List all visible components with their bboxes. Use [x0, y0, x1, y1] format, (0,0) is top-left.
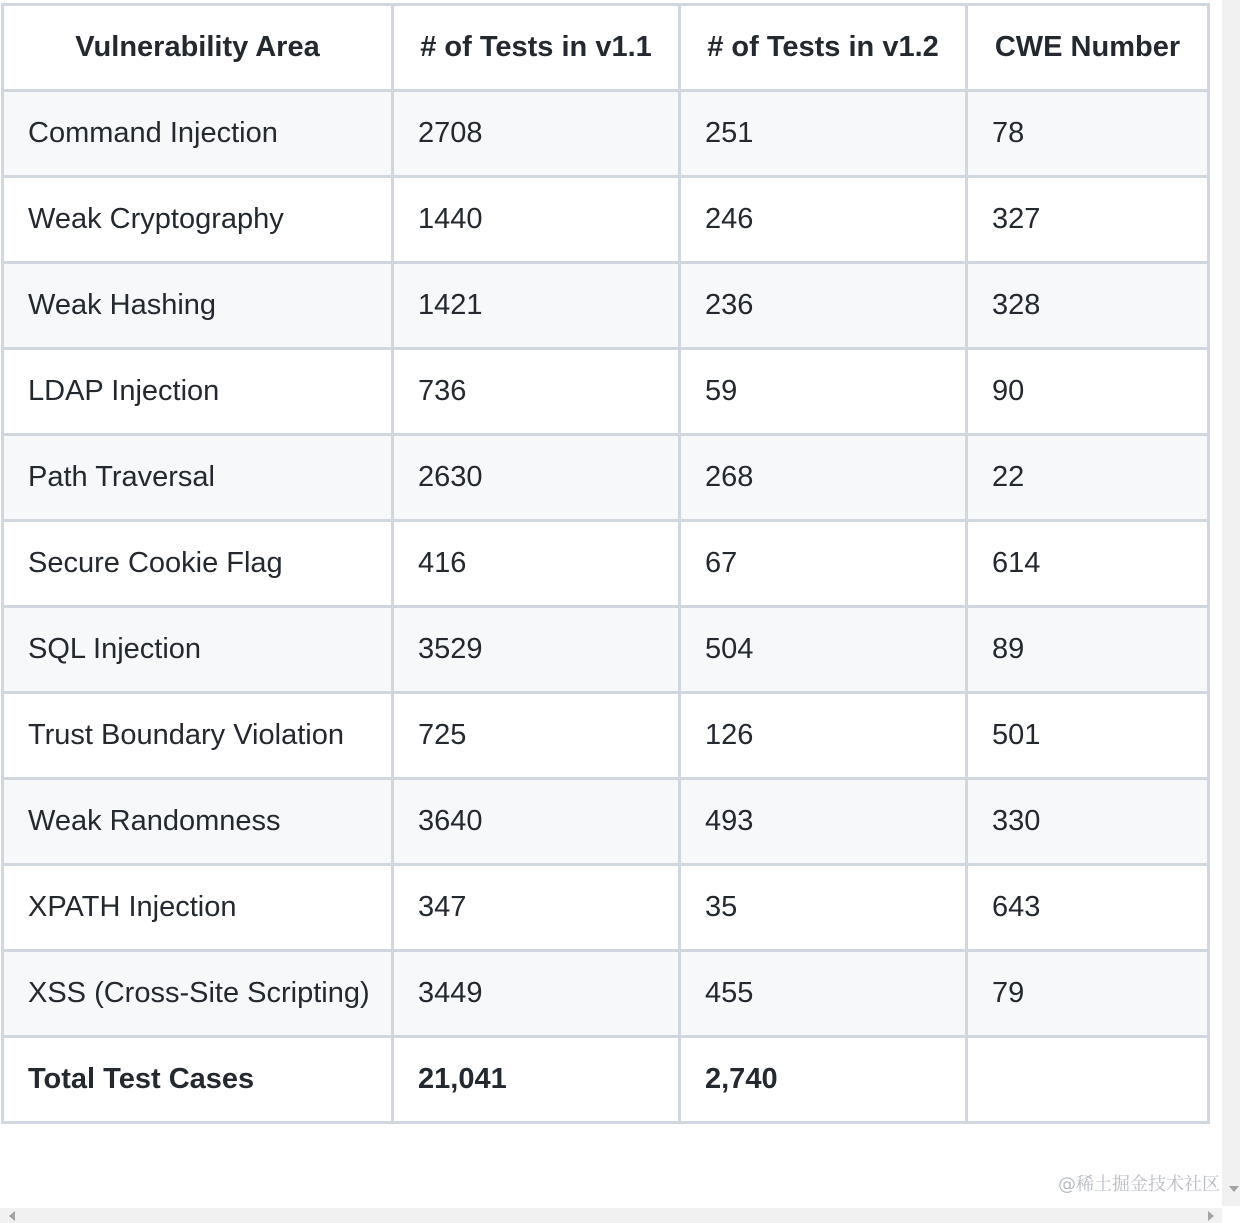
cell-tests-v1-1: 3640: [393, 779, 680, 865]
header-tests-v1-1: # of Tests in v1.1: [393, 5, 680, 91]
table-row: [3, 865, 1209, 951]
cell-vulnerability-area: Weak Cryptography: [3, 177, 393, 263]
cell-cwe-number: 90: [967, 349, 1209, 435]
cell-tests-v1-2: 35: [680, 865, 967, 951]
cell-cwe-number: 79: [967, 951, 1209, 1037]
cell-vulnerability-area: LDAP Injection: [3, 349, 393, 435]
cell-tests-v1-1: 3529: [393, 607, 680, 693]
cell-tests-v1-2: 504: [680, 607, 967, 693]
header-tests-v1-2: # of Tests in v1.2: [680, 5, 967, 91]
scroll-left-arrow-icon[interactable]: [9, 1211, 15, 1221]
table-row: [3, 779, 1209, 865]
cell-vulnerability-area: Weak Randomness: [3, 779, 393, 865]
cell-tests-v1-1: 416: [393, 521, 680, 607]
cell-tests-v1-1: 3449: [393, 951, 680, 1037]
header-cwe-number: CWE Number: [967, 5, 1209, 91]
cell-tests-v1-2: 246: [680, 177, 967, 263]
cell-tests-v1-1: 347: [393, 865, 680, 951]
cell-tests-v1-1: 736: [393, 349, 680, 435]
cell-vulnerability-area: Command Injection: [3, 91, 393, 177]
total-label: Total Test Cases: [3, 1037, 393, 1123]
cell-tests-v1-2: 236: [680, 263, 967, 349]
total-tests-v1-1: 21,041: [393, 1037, 680, 1123]
total-tests-v1-2: 2,740: [680, 1037, 967, 1123]
table-row: [3, 693, 1209, 779]
cell-tests-v1-2: 67: [680, 521, 967, 607]
table-row: [3, 177, 1209, 263]
total-cwe-number: [967, 1037, 1209, 1123]
cell-cwe-number: 643: [967, 865, 1209, 951]
table-row: [3, 521, 1209, 607]
cell-tests-v1-1: 2708: [393, 91, 680, 177]
vulnerability-table: [1, 3, 1210, 1124]
cell-tests-v1-2: 493: [680, 779, 967, 865]
cell-tests-v1-2: 59: [680, 349, 967, 435]
table-header-row: [3, 5, 1209, 91]
cell-tests-v1-2: 268: [680, 435, 967, 521]
header-vulnerability-area: Vulnerability Area: [3, 5, 393, 91]
table-row: [3, 349, 1209, 435]
table-row: [3, 435, 1209, 521]
table-total-row: [3, 1037, 1209, 1123]
cell-vulnerability-area: SQL Injection: [3, 607, 393, 693]
cell-vulnerability-area: Secure Cookie Flag: [3, 521, 393, 607]
table-row: [3, 263, 1209, 349]
cell-tests-v1-1: 1421: [393, 263, 680, 349]
cell-tests-v1-1: 1440: [393, 177, 680, 263]
cell-tests-v1-2: 126: [680, 693, 967, 779]
cell-vulnerability-area: XPATH Injection: [3, 865, 393, 951]
cell-cwe-number: 22: [967, 435, 1209, 521]
vertical-scrollbar[interactable]: [1222, 0, 1240, 1206]
scroll-right-arrow-icon[interactable]: [1208, 1211, 1214, 1221]
cell-vulnerability-area: Weak Hashing: [3, 263, 393, 349]
cell-cwe-number: 614: [967, 521, 1209, 607]
cell-tests-v1-2: 251: [680, 91, 967, 177]
cell-cwe-number: 89: [967, 607, 1209, 693]
cell-tests-v1-1: 2630: [393, 435, 680, 521]
cell-cwe-number: 330: [967, 779, 1209, 865]
cell-tests-v1-2: 455: [680, 951, 967, 1037]
cell-vulnerability-area: XSS (Cross-Site Scripting): [3, 951, 393, 1037]
table-row: [3, 951, 1209, 1037]
cell-tests-v1-1: 725: [393, 693, 680, 779]
cell-cwe-number: 327: [967, 177, 1209, 263]
scroll-down-arrow-icon[interactable]: [1229, 1186, 1239, 1192]
horizontal-scrollbar[interactable]: [0, 1208, 1222, 1223]
cell-vulnerability-area: Trust Boundary Violation: [3, 693, 393, 779]
cell-vulnerability-area: Path Traversal: [3, 435, 393, 521]
vertical-scrollbar-thumb[interactable]: [1225, 4, 1237, 1174]
cell-cwe-number: 78: [967, 91, 1209, 177]
cell-cwe-number: 328: [967, 263, 1209, 349]
cell-cwe-number: 501: [967, 693, 1209, 779]
table-row: [3, 607, 1209, 693]
watermark: @稀土掘金技术社区: [1058, 1174, 1220, 1195]
table-row: [3, 91, 1209, 177]
